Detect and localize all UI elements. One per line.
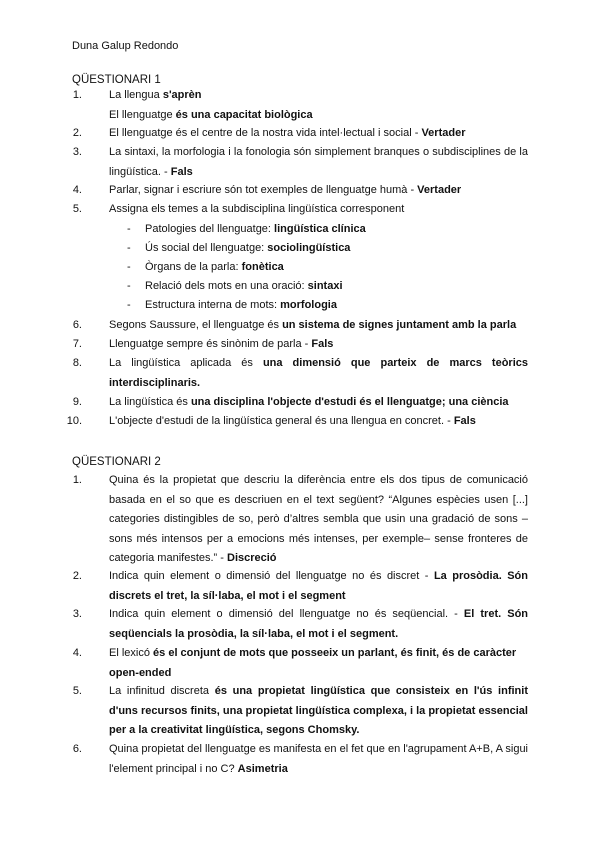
- q2-item-1: 1. Quina és la propietat que descriu la diferència entre els dos tipus de comunicació basada en el so que es descriuen en el text següent? “Algunes espècies usen [...] categories distingibles de so, però d’altres sembla que usin una gradació de sons –sons més intensos per a emocions més intenses, per exemple– sense fronteres de categoria manifestes.” - Discreció: [72, 474, 528, 564]
- q1-item-4: 4. Parlar, signar i escriure són tot exemples de llenguatge humà - Vertader: [72, 184, 462, 196]
- q1-item-3: 3. La sintaxi, la morfologia i la fonologia són simplement branques o subdisciplines de la lingüística. - Fals: [72, 146, 528, 178]
- q1-item-2: 2. El llenguatge és el centre de la nostra vida intel·lectual i social - Vertader: [72, 127, 466, 139]
- q1-item-7: 7. Llenguatge sempre és sinònim de parla - Fals: [72, 338, 334, 350]
- q1-subitem-4: - Relació dels mots en una oració: sintaxi: [127, 280, 343, 292]
- q1-item-5: 5. Assigna els temes a la subdisciplina lingüística corresponent: [72, 203, 405, 215]
- q2-item-2: 2. Indica quin element o dimensió del llenguatge no és discret - La prosòdia. Són discrets el tret, la síl·laba, el mot i el segment: [72, 570, 528, 602]
- q1-item-8: 8. La lingüística aplicada és una dimensió que parteix de marcs teòrics interdisciplinaris.: [72, 357, 529, 389]
- q1-item-10: 10. L'objecte d'estudi de la lingüística general és una llengua en concret. - Fals: [66, 415, 476, 427]
- q1-subitem-2: - Ús social del llenguatge: sociolingüística: [127, 242, 351, 254]
- author-name: Duna Galup Redondo: [72, 40, 179, 52]
- section-title-q1: QÜESTIONARI 1: [72, 74, 161, 86]
- q2-item-3: 3. Indica quin element o dimensió del llenguatge no és seqüencial. - El tret. Són seqüencials la prosòdia, la síl·laba, el mot i el segment.: [72, 608, 529, 640]
- q1-item-9: 9. La lingüística és una disciplina l'objecte d'estudi és el llenguatge; una ciència: [72, 396, 509, 408]
- q2-item-5: 5. La infinitud discreta és una propietat lingüística que consisteix en l'ús infinit d'uns recursos finits, una propietat lingüística complexa, i la propietat essencial per a la creativitat lingüística, segons Chomsky.: [72, 685, 528, 736]
- q1-subitem-1: - Patologies del llenguatge: lingüística clínica: [127, 223, 366, 235]
- q1-item-1: 1. La llengua s'aprèn El llenguatge és una capacitat biològica: [72, 89, 313, 121]
- q1-subitem-3: - Òrgans de la parla: fonètica: [127, 261, 284, 273]
- q1-item-6: 6. Segons Saussure, el llenguatge és un sistema de signes juntament amb la parla: [72, 319, 517, 331]
- q2-item-6: 6. Quina propietat del llenguatge es manifesta en el fet que en l'agrupament A+B, A sigui l'element principal i no C? Asimetria: [72, 743, 528, 775]
- q2-item-4: 4. El lexicó és el conjunt de mots que posseeix un parlant, és finit, és de caràcter open-ended: [72, 647, 517, 679]
- q1-subitem-5: - Estructura interna de mots: morfologia: [127, 299, 337, 311]
- section-title-q2: QÜESTIONARI 2: [72, 456, 161, 468]
